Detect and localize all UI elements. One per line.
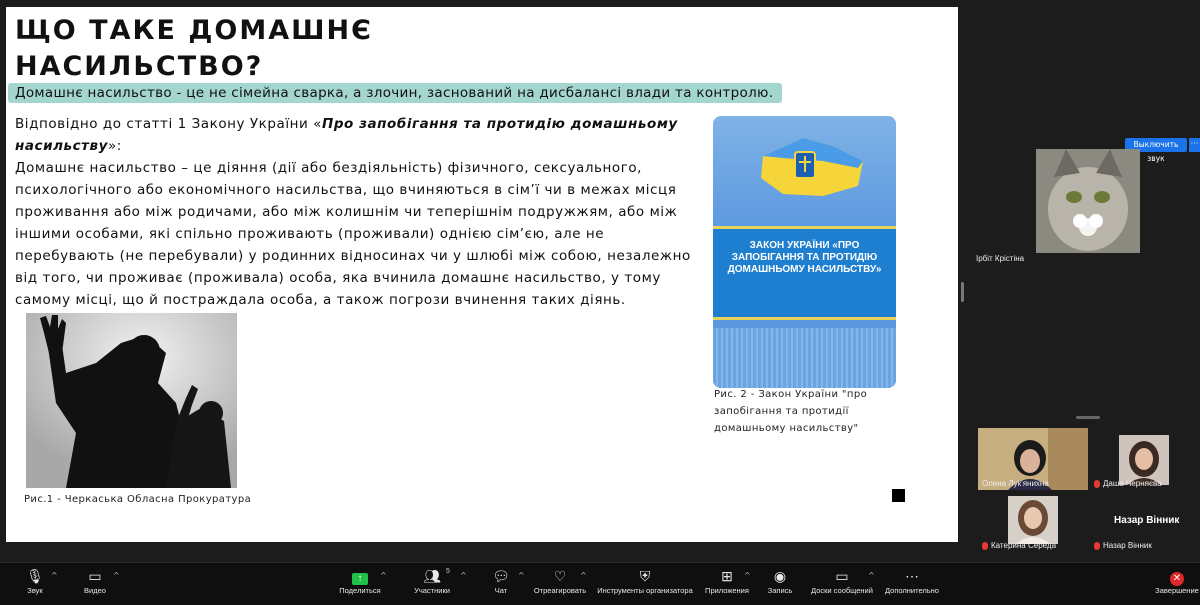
participant-name: Даша Черняєва	[1094, 479, 1162, 488]
law-intro	[15, 113, 705, 157]
definition-text: Домашнє насильство – це діяння (дії або бездіяльність) фізичного, сексуального, психологічного або економічного насильства, що вчиняються в сім’ї чи в межах місця проживання або між родичами, або між колишнім чи теперішнім подружжям, або між іншими особами, які спільно проживають (проживали) однією сім’єю, але не перебувають (не перебували) у родинних відносинах чи у шлюбі між собою, незалежно від того, чи проживає (проживала) особа, яка вчинила домашнє насильство, у тому самому місці, що й постраждала особа, а також погрози вчинення таких діянь.	[15, 160, 691, 308]
audio-button[interactable]: 🎙︎ Звук	[18, 567, 52, 597]
figure2-caption: Рис. 2 - Закон України "про запобігання та протидії домашньому насильству"	[714, 389, 868, 434]
participants-options-chevron-icon[interactable]: ^	[460, 571, 467, 580]
chat-options-chevron-icon[interactable]: ^	[518, 571, 525, 580]
video-options-chevron-icon[interactable]: ^	[113, 571, 120, 580]
close-icon: ✕	[1170, 572, 1184, 586]
participants-icon: 👥︎	[423, 568, 441, 584]
heart-icon: ♡	[553, 568, 567, 584]
chat-icon: 💬︎	[492, 568, 510, 584]
figure1-caption: Рис.1 - Черкаська Обласна Прокуратура	[24, 494, 252, 505]
participant-avatar-icon	[1008, 496, 1058, 544]
microphone-icon: 🎙︎	[26, 568, 44, 584]
shared-screen-slide	[6, 7, 958, 542]
apps-button[interactable]: ⊞ Приложения	[703, 567, 751, 597]
participant-name: Назар Вінник	[1094, 541, 1152, 550]
shield-icon: ⛨	[639, 568, 651, 584]
book-title-text: ЗАКОН УКРАЇНИ «ПРО ЗАПОБІГАННЯ ТА ПРОТИДІЮ ДОМАШНЬОМУ НАСИЛЬСТВУ»	[727, 240, 882, 275]
book-stripes	[713, 328, 896, 388]
mute-participant-button[interactable]: Выключить звук	[1125, 138, 1187, 152]
law-book-cover-image	[713, 116, 896, 388]
participant-avatar-icon	[1119, 435, 1169, 485]
react-options-chevron-icon[interactable]: ^	[580, 571, 587, 580]
whiteboards-options-chevron-icon[interactable]: ^	[868, 571, 875, 580]
slide-title: ЩО ТАКЕ ДОМАШНЄ НАСИЛЬСТВО?	[15, 15, 373, 82]
law-intro-prefix: Відповідно до статті 1 Закону України «	[15, 116, 322, 132]
record-icon: ◉	[773, 568, 787, 584]
panel-divider	[1076, 416, 1100, 419]
react-button[interactable]: ♡ Отреагировать	[533, 568, 587, 595]
slide-body	[15, 113, 705, 311]
participant-more-button[interactable]: ···	[1189, 138, 1200, 152]
participants-button[interactable]: 👥︎ 5 Участники	[410, 567, 454, 597]
chat-button[interactable]: 💬︎ Чат	[488, 567, 514, 597]
domestic-violence-silhouette-image	[26, 313, 237, 488]
law-title: Про запобігання та протидію домашньому насильству	[15, 116, 678, 154]
apps-options-chevron-icon[interactable]: ^	[744, 571, 751, 580]
share-screen-button[interactable]: ↑ Поделиться	[339, 573, 381, 595]
audio-options-chevron-icon[interactable]: ^	[51, 571, 58, 580]
more-button[interactable]: ⋯ Дополнительно	[882, 567, 942, 597]
mic-muted-icon	[1094, 480, 1100, 488]
panel-resize-handle[interactable]	[961, 282, 964, 302]
host-tools-button[interactable]: ⛨ Инструменты организатора	[597, 568, 693, 595]
participant-video-tile[interactable]	[1119, 435, 1169, 485]
slide-black-square	[892, 489, 905, 502]
record-button[interactable]: ◉ Запись	[764, 567, 796, 597]
whiteboard-icon: ▭	[835, 568, 849, 584]
whiteboards-button[interactable]: ▭ Доски сообщений	[808, 567, 876, 597]
mic-muted-icon	[982, 542, 988, 550]
participant-name: Катерина Середа	[982, 541, 1056, 550]
active-speaker-video[interactable]	[1036, 149, 1140, 253]
apps-icon: ⊞	[721, 568, 733, 584]
law-intro-suffix: »:	[108, 138, 122, 154]
camera-icon: ▭	[88, 568, 102, 584]
more-icon: ⋯	[905, 568, 919, 584]
end-meeting-button[interactable]: ✕ Завершение	[1155, 573, 1199, 595]
participant-name: Олена Лук'янихна	[982, 479, 1049, 488]
share-options-chevron-icon[interactable]: ^	[380, 571, 387, 580]
slide-highlight-statement: Домашнє насильство - це не сімейна сварка, а злочин, заснований на дисбалансі влади та контролю.	[8, 83, 782, 103]
participants-count: 5	[446, 568, 450, 575]
cat-avatar-icon	[1036, 149, 1140, 253]
participant-name-no-video[interactable]: Назар Вінник	[1114, 515, 1180, 526]
share-screen-icon: ↑	[352, 573, 368, 585]
meeting-toolbar	[0, 562, 1200, 605]
video-button[interactable]: ▭ Видео	[78, 567, 112, 597]
active-speaker-name: Ірбіт Крістіна	[976, 254, 1025, 263]
mic-muted-icon	[1094, 542, 1100, 550]
participant-video-tile[interactable]	[1008, 496, 1058, 544]
